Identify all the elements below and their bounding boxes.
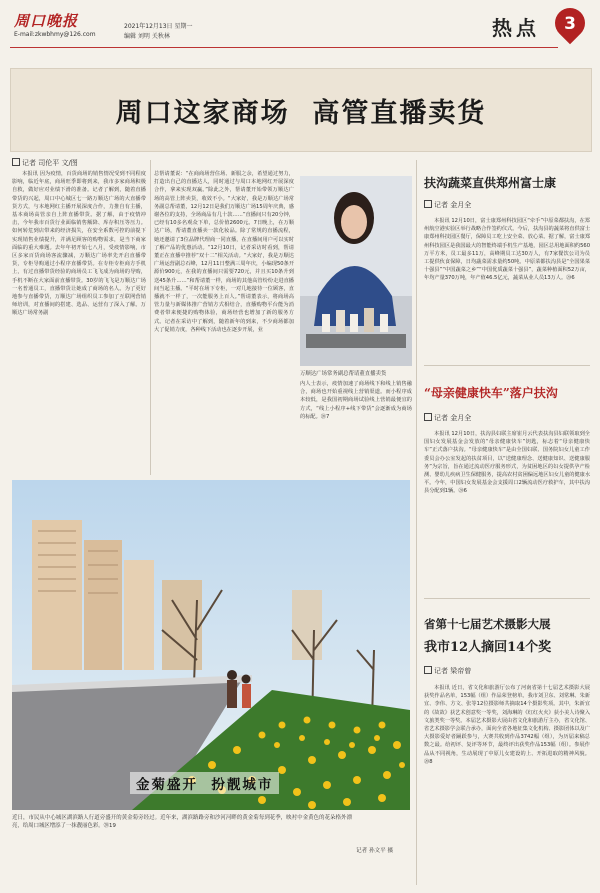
chrysanthemum-photo: [12, 480, 410, 810]
masthead-rule: [10, 47, 558, 48]
masthead-date: 2021年12月13日 星期一: [124, 23, 193, 30]
article3-body: 本报讯 12月10日，扶沟县妇联主席崔月云代表扶沟县妇联领取到全国妇女发展基金会发放的“母亲健康快车”钥匙，标志着“母亲健康快车”正式落户扶沟。“母亲健康快车”是由全国妇联、国务院妇女儿童工作委员会办公室发起的扶贫项目，以“送健康理念、送健康知识、送健康服务”为宗旨，旨在通过流动医疗服务形式，为贫困地区的妇女提供孕产检测、婴幼儿疾病卫生保健服务，提高农村贫困偏远地区妇女儿童的健康水平。今年，中国妇女发展基金会支援周口2辆流动医疗救护车，其中扶沟县分配到1辆。⑳6: [424, 431, 590, 495]
article4-body: 本报讯 近日，省文化和旅游厅公布了河南省第十七届艺术摄影大展获奖作品名单，153幅（组）作品荣登榜单。我市刘卫东、刘常琳、朱新宜、李伟、方文、张等12位摄影师共摘取14个摄影奖项。其中，朱新宜的《故故》获艺术创意奖一等奖，刘海琳的《红红火火》获小美人诗聚入文旅类奖一等奖。本届艺术摄影大展由省文化和旅游厅主办，省文化馆、省艺术摄影学会联合承办，面向全省各地征集文化机构、摄影团体以及广大摄影爱好者踊跃参与，大赛共收到作品3742幅（组），为历届来稿总数之最。给初评、复评等环节，最终评出获奖作品153幅（组）。参展作品从不同视角，生动展现了中原儿女建设的上、开拓进取的精神风貌。⑳8: [424, 685, 590, 765]
article1-col1: 本报讯 因为疫情，百货商场的销售情况受到不同程度影响，临近年底，商场旺季即将到来，我市多家商场积极自救，做好应对业绩下滑的准备。记者了解到，随着直播带货的兴起，周口中心城区七一路万顺达广场的大直播带货方式，与本地网红主播开展深度合作，力推自有主播，基本商场高管亲自上阵直播带货。据了解，由于疫情冲击，今年我市百货行业面临销售额降、库存积压等压力。如何转危到店带来的经济损失，在安全系数可控的前提下实现销售业绩提升，并满足顾客的购物需求，是当下商家面临的重大难题。去年年初开始七八月，受疫情影响，市区多家百货商场客流骤减，万顺达广场率先开启直播带货，专柜导购通过小程序直播带货。在专柜专柜商方手机上，有过直播带货经验的商场员工飞飞成为商场的导购，手机不断在大家面前直播带货。30岁的飞飞是万顺达广场一名普通员工，直播带货让她成了商场的名人。为了更好地参与直播带货，万顺达广场组织员工参加了互联网营销师培训，对直播间的搭建、选品、运营有了深入了解。万顺达广场常务副: [12, 171, 146, 317]
article4-byline: 记者 梁帝曾: [424, 666, 471, 676]
article1-col2: 总帮请董说：“在商商场营住场、新服之余，希望通过努力，打造出自己的直播达人，同时通过与周口本地网红开展深度合作，拿来实现双赢。”除此之外，帮请董开始带领万顺达广场的高管上阵卖货，收效不小。“大家好，我是万顺达广场常务副总帮请董，12月12日是我们万顺达广场15周年庆典，感谢各位的支持，全场商品有几十款……”直播间只有20分钟，已经有10多名观众下单，总价值2600元。7日晚上，在万顺达广场，帮请董直播卖一款化妆品。除了常规的直播流程，她还邀请了3位品牌代理商一同直播，在直播间用户可以实时了解产品的优惠活动。“12月10日，记者采访时看到，帮请董正在直播中推荐“双十二”相关活动。“大家好，我是万顺达广场运营副总石峰，12月11日整满三周年庆，小编现50条开源价900元，在我的直播间只需要720元，并且买10条升到送45条升……”和帮请董一样，商场的其他高管纷纷走进直播间当起主播。“平时在场下专柜，一对几地接待一位顾客，直播就不一样了，一次能服务上百人。”帮请董表示，将商场高管力量与新媒体推广营销方式相结合，直播购物平台能为消费者带来便捷的购物体验，商场经营也增加了新的服务方式。记者在采访中了解到，随着新年的到来，不少商场都加大了促销力度，各种线下活动也在逐步开展，业: [154, 171, 294, 333]
livestream-host-image: [300, 176, 412, 366]
livestream-photo: [300, 176, 412, 366]
street-scene-image: [12, 480, 410, 810]
section-label: 热点: [492, 16, 540, 40]
masthead: [0, 0, 600, 58]
page-number: 3: [564, 14, 576, 34]
article2-body: 本报讯 12月10日，富士康郑州科技园区“牵手”中原菜都扶沟，在郑州航空港实验区举行战略合作签约仪式。今后，扶沟县的蔬菜将直供富士康郑州科技园区餐厅，保障员工吃上安全菜、放心菜。据了解，富士康郑州科技园区是我国最大的智能终端手机生产基地，园区总用地面积约560万平方米，员工最多11万，高峰期员工达30万人，有7家餐饮公司为员工提供伙食保障，日均蔬菜需求量约50吨。中原菜都扶沟县是“全国果菜十强县”“中国蔬菜之乡”“中国优质蔬菜十强县”，蔬菜种植面积52万亩，年均产量370万吨，年产值46.5亿元，蔬菜从业人员13万人。⑳6: [424, 218, 590, 282]
article2-title: 扶沟蔬菜直供郑州富士康: [424, 176, 557, 190]
article4-title-line2: 我市12人摘回14个奖: [424, 640, 552, 655]
photo2-caption: 近日，市民从中心城区湖滨路人行道旁盛开的黄金菊旁经过。近年来，湖滨路路旁和沙河河畔的黄金菊每到花季，映衬中金黄色的花朵格外漂亮，给周口城区增添了一抹靓丽色彩。⑳19: [12, 815, 352, 830]
masthead-email: E-mail:zkwbhmy@126.com: [14, 31, 96, 38]
article2-byline: 记者 金月全: [424, 200, 471, 210]
main-headline: 周口这家商场 高管直播卖货: [115, 98, 487, 129]
headline-band: [10, 68, 592, 152]
article3-byline: 记者 金月全: [424, 413, 471, 423]
article3-title: “母亲健康快车”落户扶沟: [424, 386, 558, 400]
article1-col3: 内人士表示，疫情加速了商场线下和线上销售融合，商场也开始重视线上营销渠道。而小程序成本较低，是我国初期商场试验线上营销最便宜的方式，“线上小程序+线下带货”会逐渐成为商场的标配。⑳7: [300, 381, 412, 420]
livestream-photo-caption: 万顺达广场常务副总帮请董直播卖货: [300, 371, 387, 377]
masthead-editor: 编辑 刘明 关秋林: [124, 33, 170, 40]
newspaper-logo: 周口晚报: [14, 12, 79, 30]
article4-title-line1: 省第十七届艺术摄影大展: [424, 617, 551, 631]
photo2-credit: 记者 孙文平 摄: [356, 848, 394, 854]
article1-byline: 记者 司伦平 文/图: [12, 158, 78, 168]
photo2-title: 金菊盛开 扮靓城市: [130, 772, 279, 794]
